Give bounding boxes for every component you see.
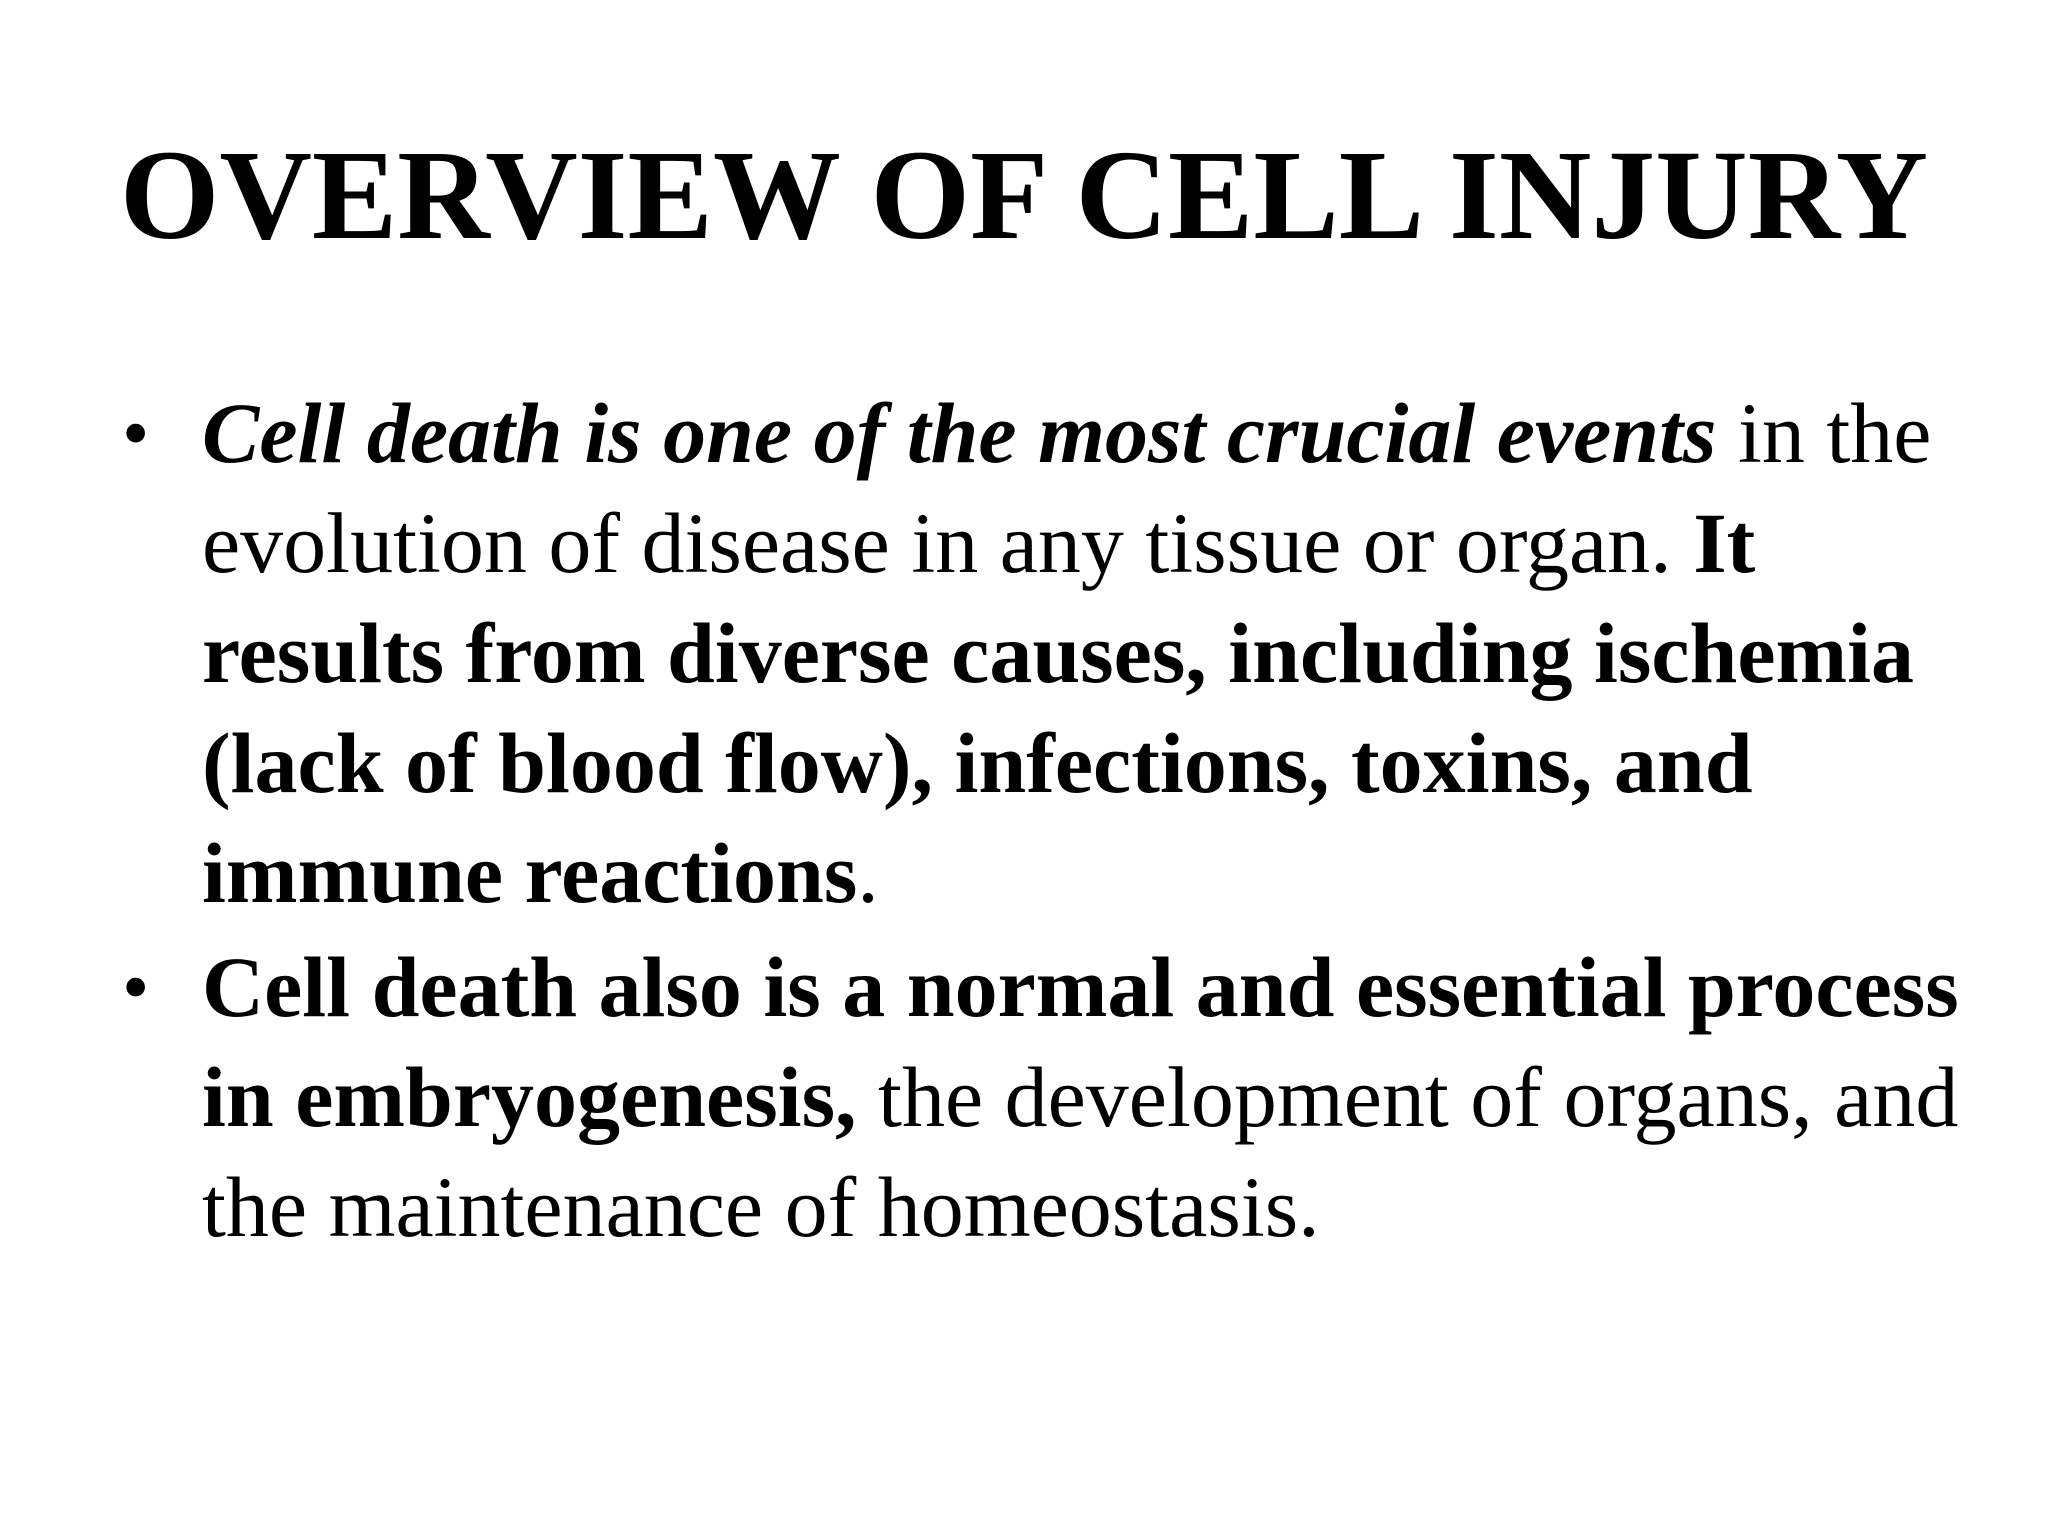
bullet-text: . <box>857 825 879 921</box>
bullet-item <box>122 378 1982 928</box>
bullet-text: in the evolution of disease in any tissue or organ. <box>202 385 1932 591</box>
bullet-list <box>122 378 1982 1262</box>
bullet-bold-text: Cell death also is a normal and essential process in embryogenesis, <box>202 939 1959 1145</box>
bullet-dot-icon: • <box>122 943 150 1030</box>
bullet-emphasis-text: Cell death is one of the most crucial events <box>202 385 1717 481</box>
bullet-text: the development of organs, and the maintenance of homeostasis. <box>202 1049 1959 1255</box>
bullet-dot-icon: • <box>122 389 150 476</box>
slide-title: OVERVIEW OF CELL INJURY <box>119 124 1929 266</box>
bullet-item <box>122 932 1982 1262</box>
bullet-bold-text: It results from diverse causes, including ischemia (lack of blood flow), infections, toxins, and immune reactions <box>202 495 1915 921</box>
